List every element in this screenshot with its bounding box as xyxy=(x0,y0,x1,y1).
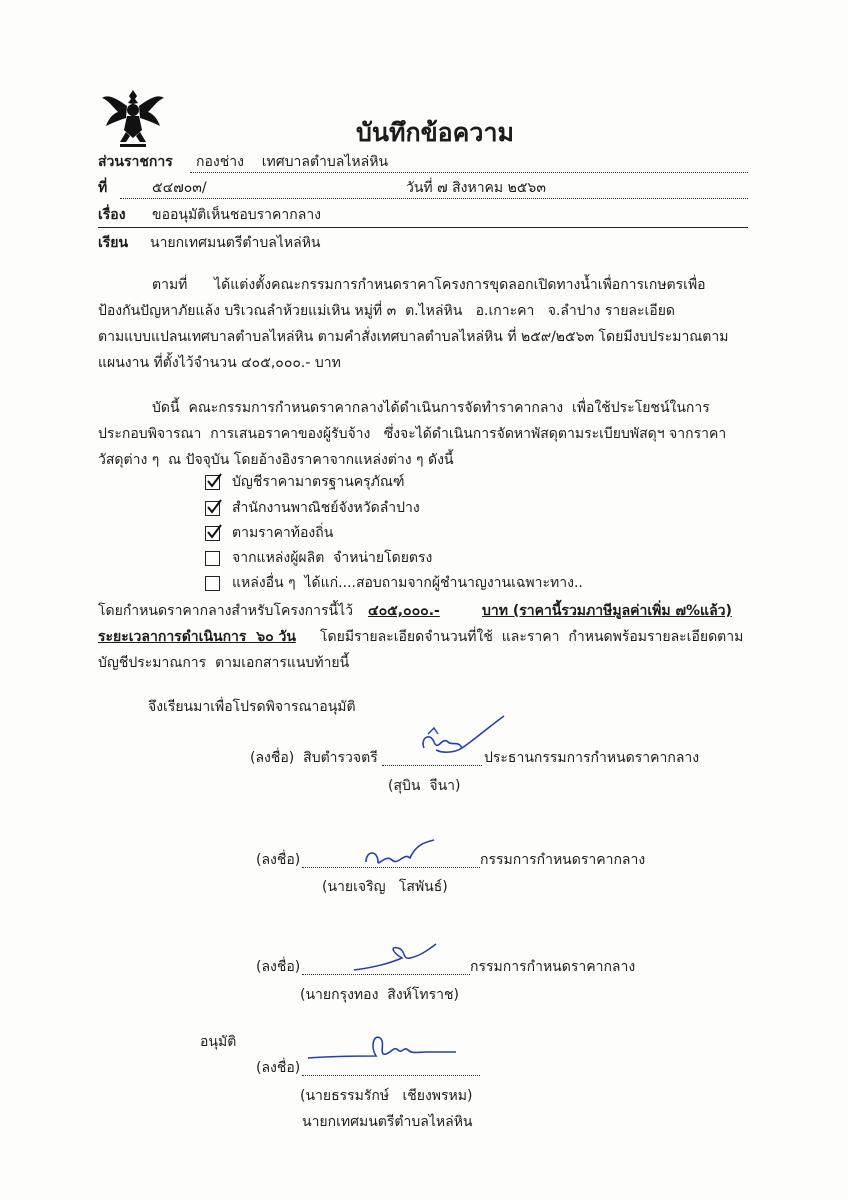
signatory-name: (นายกรุงทอง สิงห์โทราช) xyxy=(300,987,460,1003)
checklist-item-label: บัญชีราคามาตรฐานครุภัณฑ์ xyxy=(232,474,405,490)
para2-line: บัดนี้ คณะกรรมการกำหนดราคากลางได้ดำเนินการจัดทำราคากลาง เพื่อใช้ประโยชน์ในการ xyxy=(152,400,710,416)
agency-label: ส่วนราชการ xyxy=(98,154,173,170)
approval-signature-prefix: (ลงชื่อ) xyxy=(256,1060,301,1076)
handwritten-signature xyxy=(306,1030,472,1066)
check-icon xyxy=(206,473,222,489)
doc-date: วันที่ ๗ สิงหาคม ๒๕๖๓ xyxy=(406,180,546,196)
page-title: บันทึกข้อความ xyxy=(356,118,514,147)
subject-label: เรื่อง xyxy=(98,207,126,223)
signature-role: กรรมการกำหนดราคากลาง xyxy=(470,959,636,975)
to-value: นายกเทศมนตรีตำบลไหล่หิน xyxy=(150,235,321,251)
check-icon xyxy=(206,499,222,515)
doc-number-label: ที่ xyxy=(98,180,108,196)
subject-underline xyxy=(98,227,748,228)
handwritten-signature xyxy=(350,938,440,976)
para2-line: ประกอบพิจารณา การเสนอราคาของผู้รับจ้าง ซึ่งจะได้ดำเนินการจัดหาพัสดุตามระเบียบพัสดุฯ จากราคา xyxy=(98,426,727,442)
signature-role: ประธานกรรมการกำหนดราคากลาง xyxy=(484,750,700,766)
checkbox-unchecked[interactable] xyxy=(205,576,220,591)
to-label: เรียน xyxy=(98,235,129,251)
approval-label: อนุมัติ xyxy=(200,1034,237,1050)
price-suffix: บาท (ราคานี้รวมภาษีมูลค่าเพิ่ม ๗%แล้ว) xyxy=(482,603,732,619)
agency-value: กองช่าง เทศบาลตำบลไหล่หิน xyxy=(196,154,389,170)
handwritten-signature xyxy=(412,712,508,764)
signature-role: กรรมการกำหนดราคากลาง xyxy=(480,852,646,868)
para1-line: แผนงาน ที่ตั้งไว้จำนวน ๔๐๕,๐๐๐.- บาท xyxy=(98,355,341,371)
agency-underline xyxy=(190,172,748,173)
checkbox-checked[interactable] xyxy=(205,501,220,516)
checklist-item-label: สำนักงานพาณิชย์จังหวัดลำปาง xyxy=(232,500,420,516)
checkbox-checked[interactable] xyxy=(205,475,220,490)
checklist-item-label: ตามราคาท้องถิ่น xyxy=(232,525,334,541)
doc-number-value: ๕๔๗๐๓/ xyxy=(152,180,207,196)
para1-line: ตามแบบแปลนเทศบาลตำบลไหล่หิน ตามคำสั่งเทศบาลตำบลไหล่หิน ที่ ๒๕๙/๒๕๖๓ โดยมีงบประมาณตาม xyxy=(98,329,729,345)
signature-prefix: (ลงชื่อ) สิบตำรวจตรี xyxy=(250,750,378,766)
approver-position: นายกเทศมนตรีตำบลไหล่หิน xyxy=(302,1114,473,1130)
subject-value: ขออนุมัติเห็นชอบราคากลาง xyxy=(152,207,322,223)
signatory-name: (สุบิน จีนา) xyxy=(388,778,461,794)
signature-prefix: (ลงชื่อ) xyxy=(256,959,301,975)
price-prefix: โดยกำหนดราคากลางสำหรับโครงการนี้ไว้ xyxy=(98,603,354,619)
para1-line: ตามที่ ได้แต่งตั้งคณะกรรมการกำหนดราคาโครงการขุดลอกเปิดทางน้ำเพื่อการเกษตรเพื่อ xyxy=(152,277,706,293)
checkbox-unchecked[interactable] xyxy=(205,551,220,566)
garuda-emblem xyxy=(100,84,166,150)
para1-line: ป้องกันปัญหาภัยแล้ง บริเวณลำห้วยแม่เหิน หมู่ที่ ๓ ต.ไหล่หิน อ.เกาะคา จ.ลำปาง รายละเอียด xyxy=(98,303,675,319)
price-amount: ๔๐๕,๐๐๐.- xyxy=(368,603,440,619)
number-underline xyxy=(120,198,748,199)
approver-name: (นายธรรมรักษ์ เชียงพรหม) xyxy=(300,1088,473,1104)
para2-line: วัสดุต่าง ๆ ณ ปัจจุบัน โดยอ้างอิงราคาจากแหล่งต่าง ๆ ดังนี้ xyxy=(98,452,454,468)
checkbox-checked[interactable] xyxy=(205,526,220,541)
duration: ระยะเวลาการดำเนินการ ๖๐ วัน xyxy=(98,629,296,645)
signatory-name: (นายเจริญ โสพันธ์) xyxy=(322,879,448,895)
check-icon xyxy=(206,524,222,540)
duration-rest: โดยมีรายละเอียดจำนวนที่ใช้ และราคา กำหนดพร้อมรายละเอียดตาม xyxy=(320,629,744,645)
signature-prefix: (ลงชื่อ) xyxy=(256,852,301,868)
checklist-item-label: แหล่งอื่น ๆ ได้แก่....สอบถามจากผู้ชำนาญงานเฉพาะทาง.. xyxy=(232,575,583,591)
handwritten-signature xyxy=(360,836,440,872)
closing-line: จึงเรียนมาเพื่อโปรดพิจารณาอนุมัติ xyxy=(148,699,356,715)
price-line3: บัญชีประมาณการ ตามเอกสารแนบท้ายนี้ xyxy=(98,655,350,671)
checklist-item-label: จากแหล่งผู้ผลิต จำหน่ายโดยตรง xyxy=(232,550,433,566)
